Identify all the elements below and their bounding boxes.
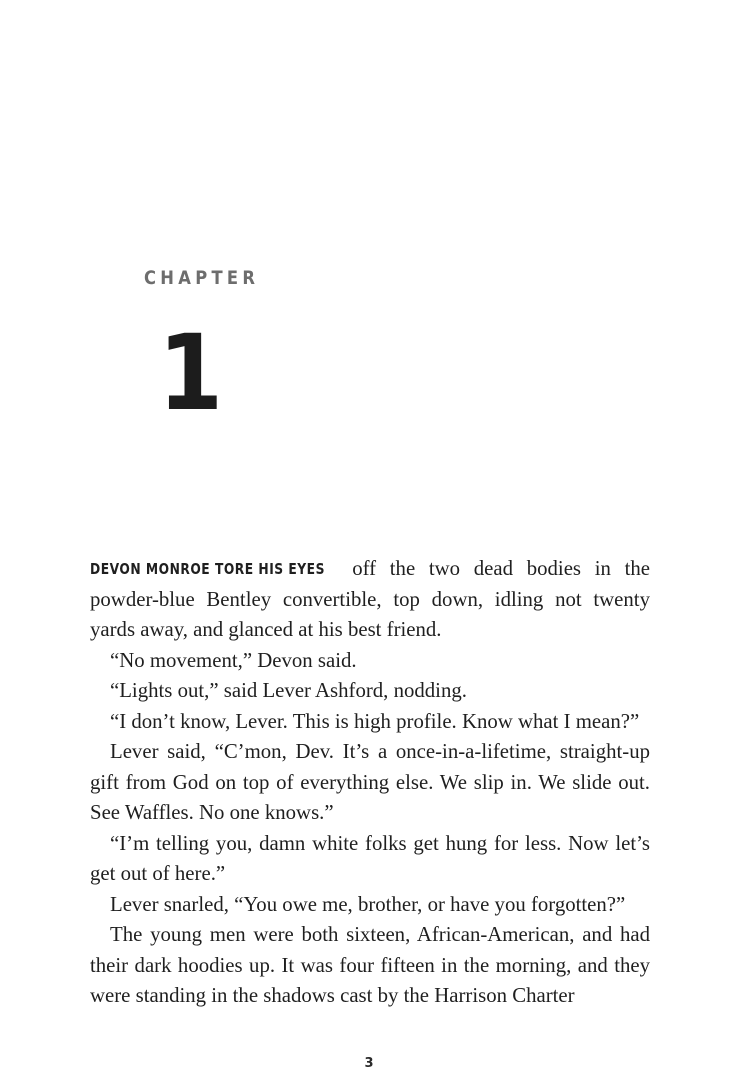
paragraph: “No movement,” Devon said.	[110, 648, 357, 672]
paragraph	[90, 554, 650, 646]
paragraph-text: off the two dead bodies in the powder-blue Bentley convertible, top down, idling not twenty yards away, and glanced at his best friend.	[90, 557, 650, 641]
paragraph: “I’m telling you, damn white folks get hung for less. Now let’s get out of here.”	[90, 831, 650, 885]
paragraph: Lever snarled, “You owe me, brother, or have you forgotten?”	[110, 892, 626, 916]
paragraph: “Lights out,” said Lever Ashford, nodding.	[110, 679, 467, 702]
body-text	[90, 554, 650, 1012]
page-number: 3	[364, 1056, 374, 1071]
paragraph: “I don’t know, Lever. This is high profile. Know what I mean?”	[110, 709, 640, 733]
lead-in: DEVON MONROE TORE HIS EYES	[90, 560, 325, 578]
chapter-number: 1	[158, 312, 224, 434]
chapter-label: CHAPTER	[144, 267, 260, 289]
paragraph: Lever said, “C’mon, Dev. It’s a once-in-a-lifetime, straight-up gift from God on top of everything else. We slip in. We slide out. See Waffles. No one knows.”	[90, 740, 650, 824]
paragraph: The young men were both sixteen, African-American, and had their dark hoodies up. It was four fifteen in the morning, and they were standing in the shadows cast by the Harrison Charter	[90, 923, 650, 1007]
